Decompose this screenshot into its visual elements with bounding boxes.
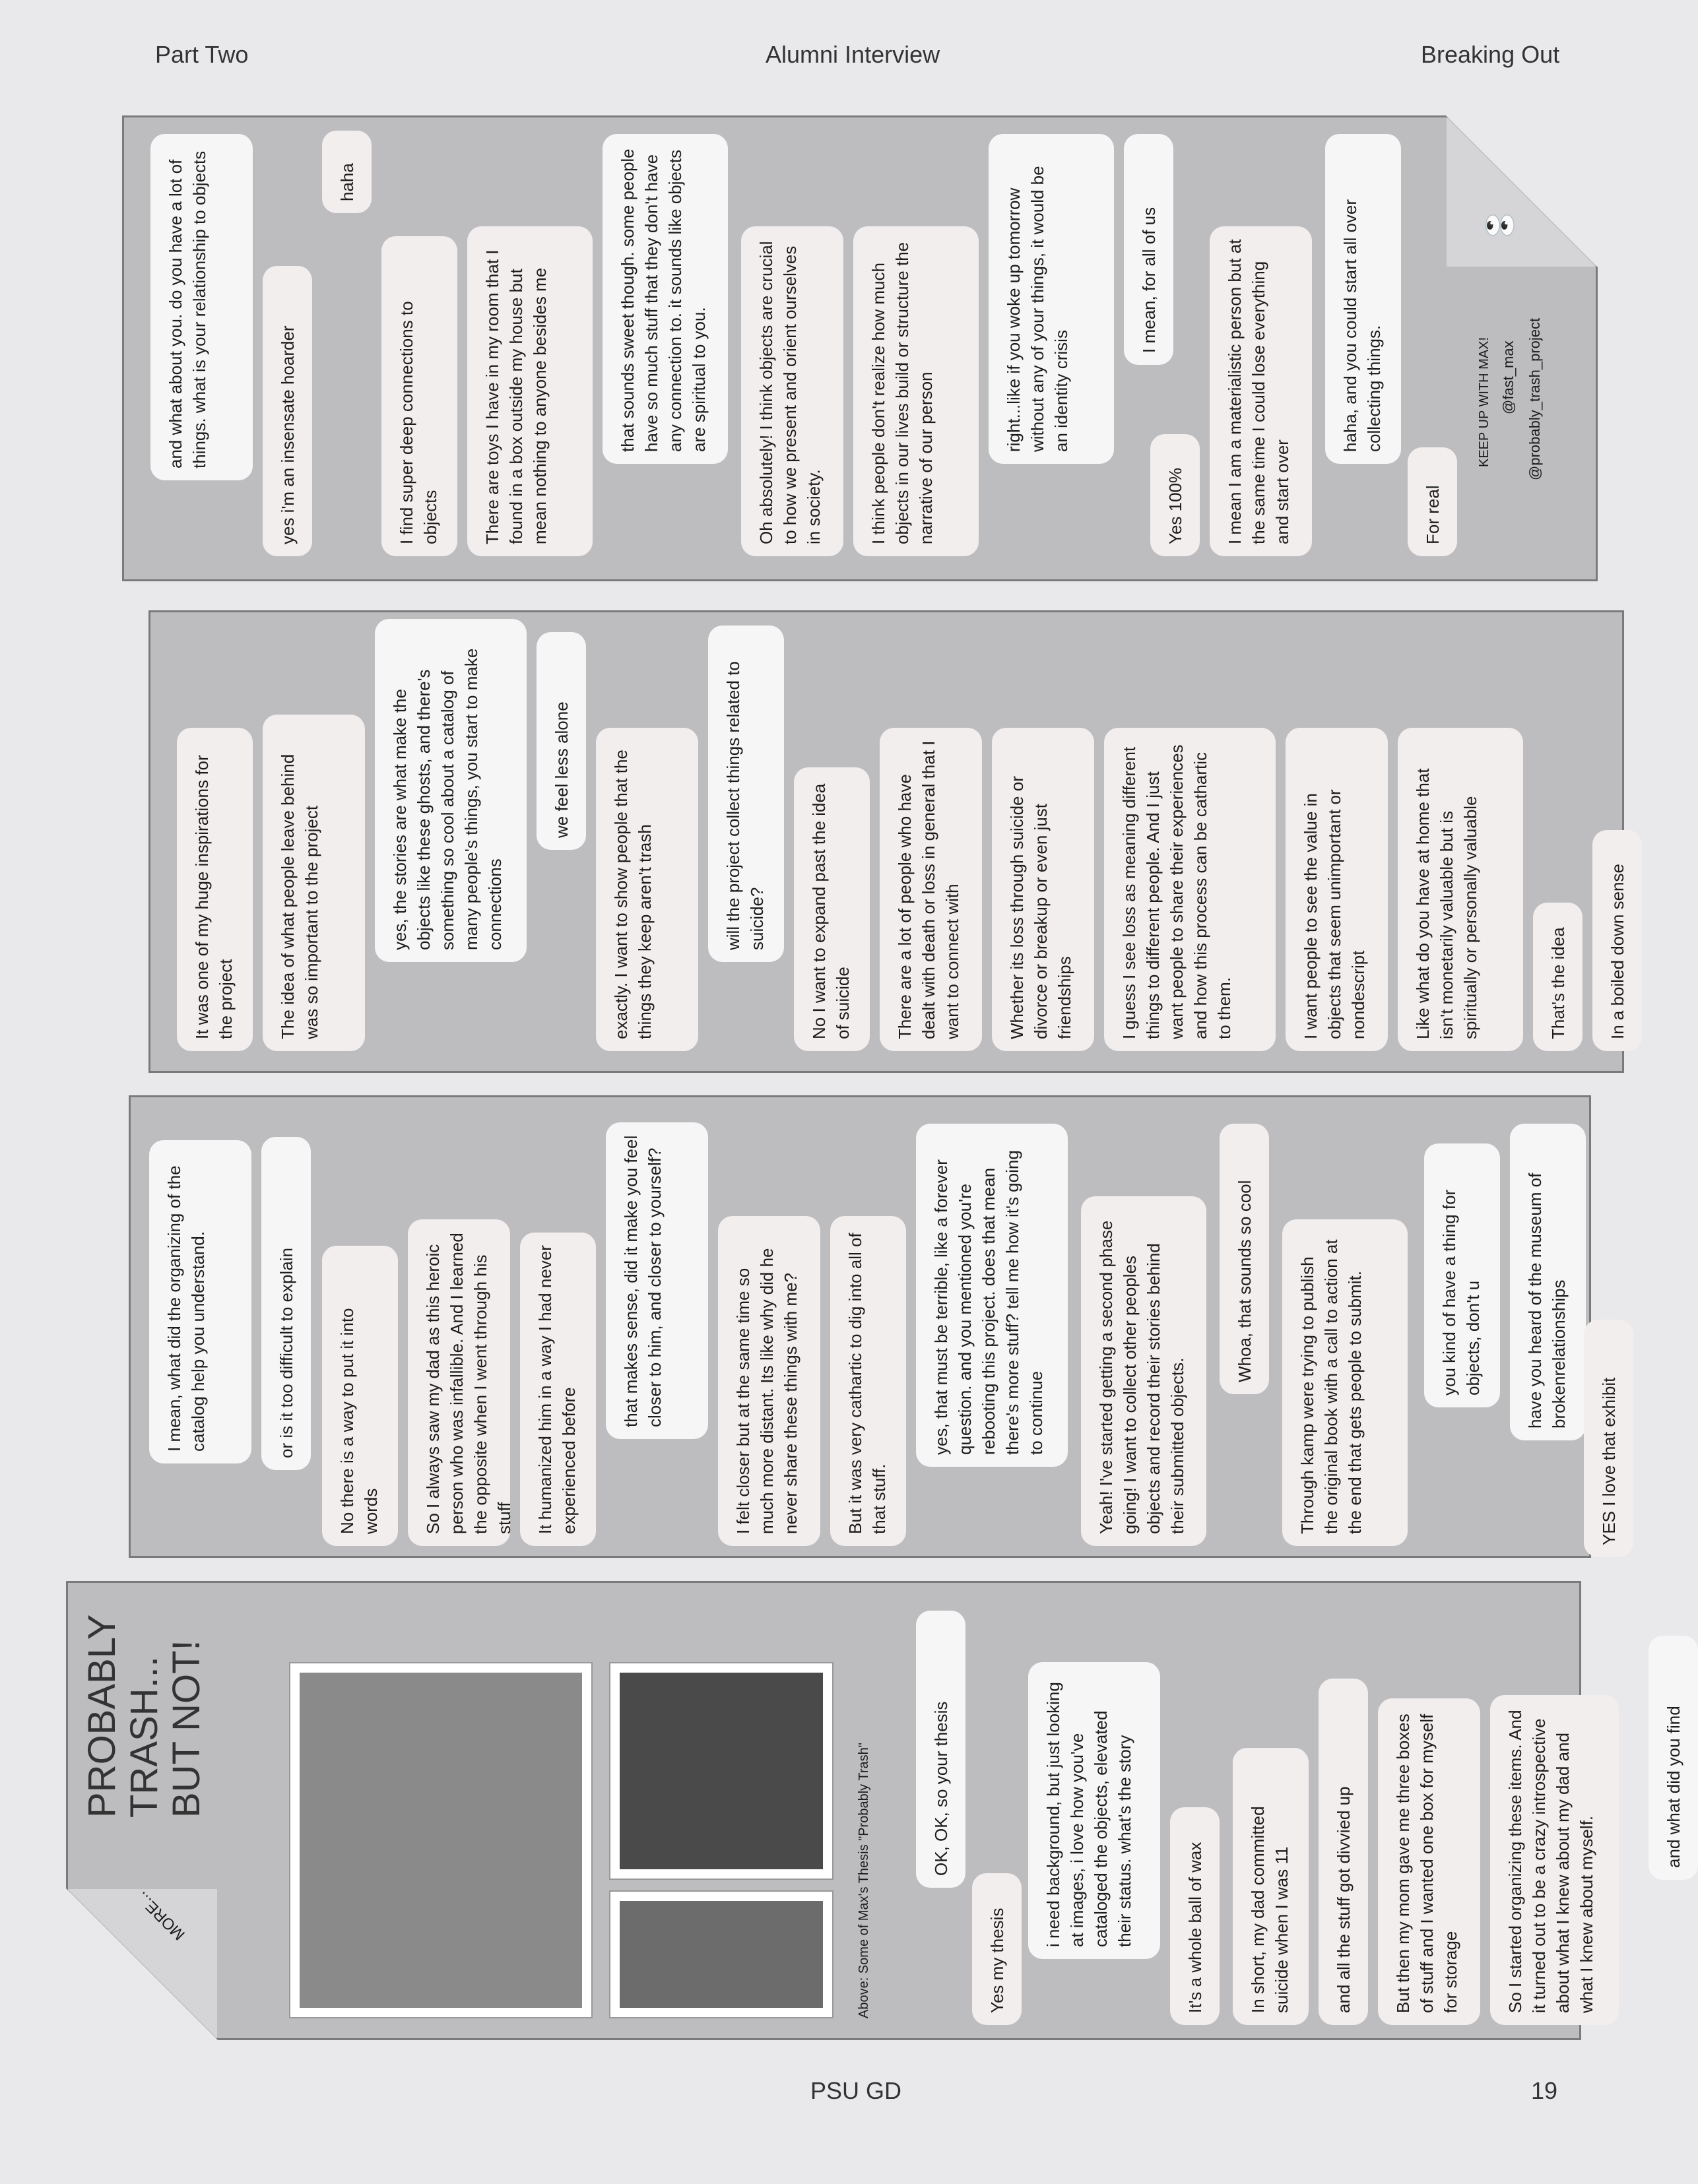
message-bubble: and all the stuff got divvied up	[1319, 1679, 1368, 2025]
message-bubble: Whether its loss through suicide or divorce or breakup or even just friendships	[992, 728, 1094, 1051]
credits-handle-project: @probably_trash_project	[1526, 317, 1543, 480]
message-bubble: and what did you find	[1649, 1636, 1698, 1880]
message-bubble: haha	[322, 131, 372, 213]
message-bubble: OK, OK, so your thesis	[916, 1611, 965, 1888]
photo-caption: Above: Some of Max's Thesis "Probably Trash"	[857, 1743, 871, 2018]
message-bubble: I felt closer but at the same time so much more distant. Its like why did he never share these things with me?	[718, 1216, 820, 1546]
panel-title: PROBABLY TRASH... BUT NOT!	[81, 1615, 208, 1818]
message-bubble: That's the idea	[1533, 903, 1583, 1051]
chat-panel-2	[129, 1095, 1591, 1558]
credits-heading: KEEP UP WITH MAX!	[1477, 337, 1491, 467]
message-bubble: that makes sense, did it make you feel closer to him, and closer to yourself?	[606, 1122, 708, 1439]
message-bubble: No there is a way to put it into words	[322, 1246, 398, 1546]
header-article-title: Breaking Out	[1421, 41, 1560, 68]
message-bubble: There are a lot of people who have dealt with death or loss in general that I want to connect with	[880, 728, 982, 1051]
message-list	[150, 612, 1627, 1071]
chat-panel-4	[122, 115, 1598, 581]
message-bubble: I think people don't realize how much objects in our lives build or structure the narrative of our person	[853, 226, 979, 556]
message-bubble: I want people to see the value in objects that seem unimportant or nondescript	[1286, 728, 1388, 1051]
message-bubble: But then my mom gave me three boxes of stuff and I wanted one box for myself for storage	[1378, 1698, 1480, 2025]
message-bubble: It's a whole ball of wax	[1170, 1807, 1220, 2025]
message-bubble: I find super deep connections to objects	[381, 236, 457, 556]
header-part-label: Part Two	[155, 41, 249, 68]
message-bubble: have you heard of the museum of brokenrelationships	[1510, 1124, 1586, 1440]
message-bubble: In short, my dad committed suicide when I was 11	[1233, 1748, 1309, 2025]
message-bubble: So I always saw my dad as this heroic person who was infallible. And I learned the opposite when I went through his stuff	[408, 1219, 510, 1546]
message-bubble: Oh absolutely! I think objects are crucial to how we present and orient ourselves in society.	[741, 226, 843, 556]
message-bubble: that sounds sweet though. some people have so much stuff that they don't have any connection to. it sounds like objects are spiritual to you.	[603, 134, 728, 464]
message-bubble: Yes 100%	[1150, 434, 1200, 556]
message-bubble: haha, and you could start all over collecting things.	[1325, 134, 1401, 464]
message-list	[124, 117, 1596, 579]
message-bubble: Through kamp were trying to publish the original book with a call to action at the end that gets people to submit.	[1282, 1219, 1408, 1546]
message-bubble: yes, that must be terrible, like a forever question. and you mentioned you're rebooting this project. does that mean there's more stuff? tell me how it's going to continue	[916, 1124, 1068, 1467]
message-bubble: Yeah! I've started getting a second phase going! I want to collect other peoples objects and record their stories behind their submitted objects.	[1081, 1196, 1206, 1546]
footer-program-label: PSU GD	[810, 2077, 902, 2104]
message-bubble: yes, the stories are what make the objects like these ghosts, and there's something so cool about a catalog of many people's things, you start to make connections	[375, 619, 527, 962]
chat-panel-3	[148, 610, 1627, 1073]
message-bubble: exactly. I want to show people that the things they keep aren't trash	[596, 728, 698, 1051]
message-bubble: i need background, but just looking at images, i love how you've cataloged the objects, elevated their status. what's the story	[1028, 1662, 1160, 1959]
message-bubble: and what about you. do you have a lot of things. what is your relationship to objects	[150, 134, 253, 480]
chat-panel-1	[66, 1581, 1683, 2040]
message-bubble: Yes my thesis	[972, 1873, 1022, 2025]
message-bubble: In a boiled down sense	[1592, 830, 1642, 1051]
message-bubble: But it was very cathartic to dig into all of that stuff.	[830, 1216, 906, 1546]
message-bubble: I mean, for all of us	[1124, 134, 1173, 365]
message-bubble: For real	[1408, 447, 1457, 556]
message-bubble: It was one of my huge inspirations for the project	[177, 728, 253, 1051]
page-number: 19	[1531, 2077, 1558, 2104]
message-bubble: YES I love that exhibit	[1584, 1320, 1633, 1557]
message-bubble: I guess I see loss as meaning different things to different people. And I just want people to share their experiences and how this process can be cathartic to them.	[1104, 728, 1276, 1051]
message-bubble: we feel less alone	[537, 632, 586, 850]
message-bubble: So I started organizing these items. And it turned out to be a crazy introspective about what I knew about my dad and what I knew about myself.	[1490, 1695, 1619, 2025]
message-bubble: you kind of have a thing for objects, don't u	[1424, 1143, 1500, 1407]
message-bubble: or is it too difficult to explain	[261, 1137, 311, 1470]
message-bubble: will the project collect things related to suicide?	[708, 626, 784, 962]
message-bubble: I mean I am a materialistic person but at the same time I could lose everything and start over	[1210, 226, 1312, 556]
message-bubble: The idea of what people leave behind was so important to the project	[263, 715, 365, 1051]
message-bubble: It humanized him in a way I had never experienced before	[520, 1233, 596, 1546]
message-list	[131, 1097, 1589, 1556]
message-bubble: There are toys I have in my room that I found in a box outside my house but mean nothing to anyone besides me	[467, 226, 593, 556]
credits-handle-max: @fast_max	[1500, 340, 1517, 414]
message-bubble: No I want to expand past the idea of suicide	[794, 767, 870, 1051]
message-bubble: Whoa, that sounds so cool	[1220, 1124, 1269, 1394]
corner-more-label: MORE...	[133, 1888, 189, 1944]
message-bubble: yes i'm an insensate hoarder	[263, 266, 312, 556]
header-section-title: Alumni Interview	[766, 41, 940, 68]
eyes-icon: 👀	[1484, 211, 1517, 240]
message-bubble: I mean, what did the organizing of the catalog help you understand.	[149, 1140, 251, 1463]
message-bubble: Like what do you have at home that isn't monetarily valuable but is spiritually or personally valuable	[1398, 728, 1523, 1051]
message-bubble: right...like if you woke up tomorrow without any of your things, it would be an identity crisis	[989, 134, 1114, 464]
message-list	[68, 1583, 1683, 2038]
